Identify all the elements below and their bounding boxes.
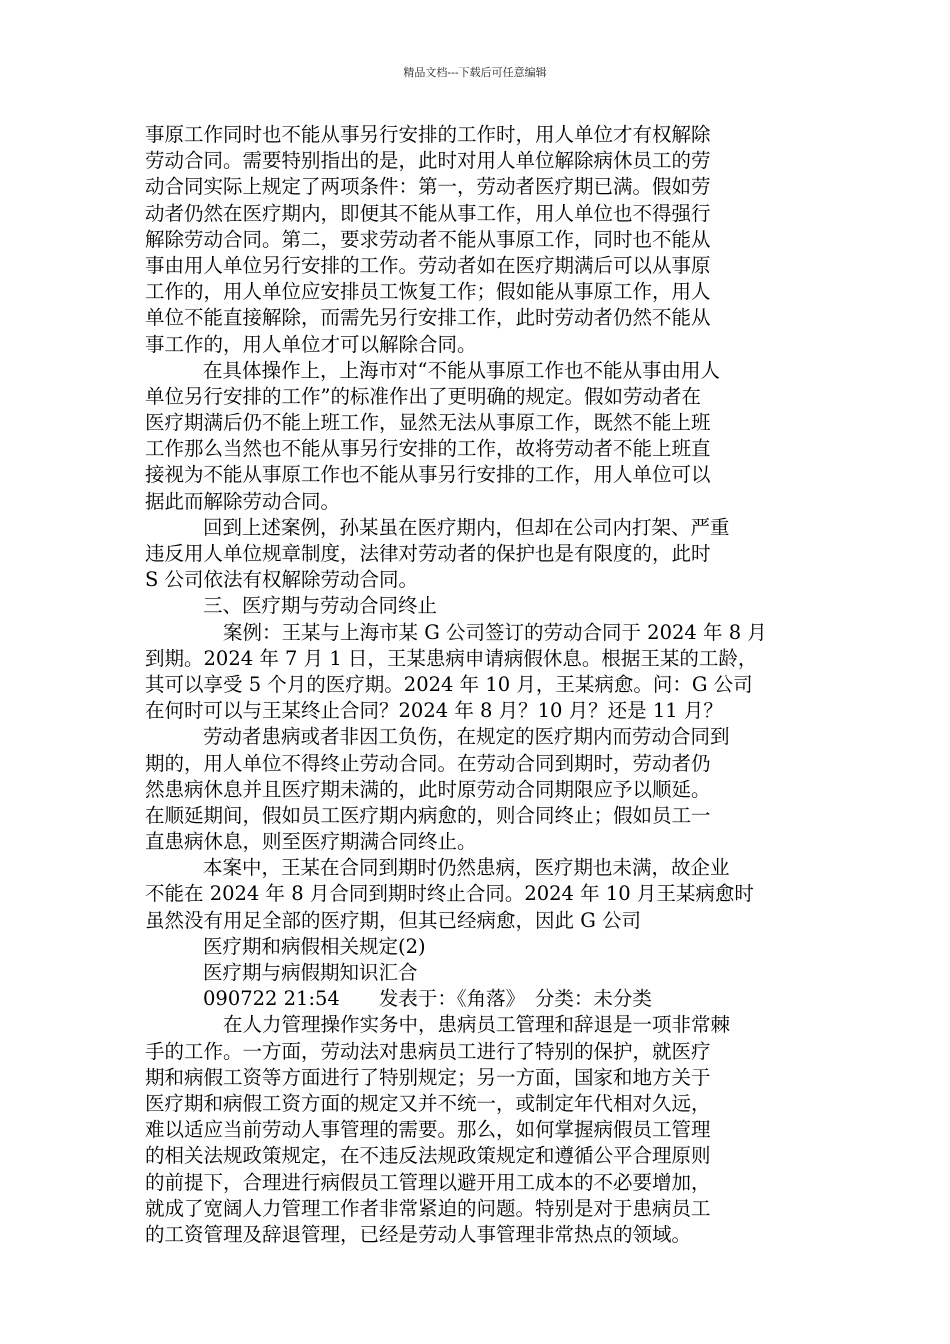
- text-line: 接视为不能从事原工作也不能从事另行安排的工作，用人单位可以: [145, 463, 711, 487]
- text-line: 就成了宽阔人力管理工作者非常紧迫的问题。特别是对于患病员工: [145, 1196, 711, 1220]
- document-body: [145, 122, 807, 1248]
- text-line: 动合同实际上规定了两项条件：第一，劳动者医疗期已满。假如劳: [145, 175, 711, 199]
- text-line: 工作的，用人单位应安排员工恢复工作；假如能从事原工作，用人: [145, 280, 711, 304]
- text-line: 不能在 2024 年 8 月合同到期时终止合同。2024 年 10 月王某病愈时: [145, 882, 754, 906]
- text-line: 事由用人单位另行安排的工作。劳动者如在医疗期满后可以从事原: [145, 253, 711, 277]
- text-line: 在顺延期间，假如员工医疗期内病愈的，则合同终止；假如员工一: [145, 803, 711, 827]
- text-line: S 公司依法有权解除劳动合同。: [145, 568, 419, 592]
- text-line: 到期。2024 年 7 月 1 日，王某患病申请病假休息。根据王某的工龄，: [145, 646, 758, 670]
- text-line: 劳动合同。需要特别指出的是，此时对用人单位解除病休员工的劳: [145, 149, 711, 173]
- text-line: 在何时可以与王某终止合同？2024 年 8 月？10 月？还是 11 月？: [145, 699, 723, 723]
- text-line: 其可以享受 5 个月的医疗期。2024 年 10 月，王某病愈。问：G 公司: [145, 672, 753, 696]
- text-line: 本案中，王某在合同到期时仍然患病，医疗期也未满，故企业: [203, 856, 730, 880]
- text-line: 难以适应当前劳动人事管理的需要。那么，如何掌握病假员工管理: [145, 1118, 711, 1142]
- text-line: 然患病休息并且医疗期未满的，此时原劳动合同期限应予以顺延。: [145, 777, 711, 801]
- text-line: 090722 21:54 发表于：《角落》 分类：未分类: [203, 987, 652, 1011]
- text-line: 的相关法规政策规定，在不违反法规政策规定和遵循公平合理原则: [145, 1144, 711, 1168]
- text-line: 案例：王某与上海市某 G 公司签订的劳动合同于 2024 年 8 月: [223, 620, 767, 644]
- text-line: 解除劳动合同。第二，要求劳动者不能从事原工作，同时也不能从: [145, 227, 711, 251]
- text-line: 期和病假工资等方面进行了特别规定；另一方面，国家和地方关于: [145, 1065, 711, 1089]
- text-line: 工作那么当然也不能从事另行安排的工作，故将劳动者不能上班直: [145, 437, 711, 461]
- text-line: 手的工作。一方面，劳动法对患病员工进行了特别的保护，就医疗: [145, 1039, 711, 1063]
- text-line: 单位不能直接解除，而需先另行安排工作，此时劳动者仍然不能从: [145, 306, 711, 330]
- text-line: 的工资管理及辞退管理，已经是劳动人事管理非常热点的领域。: [145, 1222, 692, 1246]
- text-line: 直患病休息，则至医疗期满合同终止。: [145, 830, 477, 854]
- text-line: 据此而解除劳动合同。: [145, 489, 341, 513]
- page-header: 精品文档---下载后可任意编辑: [403, 66, 547, 79]
- text-line: 医疗期和病假相关规定(2): [203, 934, 426, 958]
- text-line: 的前提下，合理进行病假员工管理以避开用工成本的不必要增加，: [145, 1170, 711, 1194]
- text-line: 在具体操作上，上海市对“不能从事原工作也不能从事由用人: [203, 358, 720, 382]
- text-line: 虽然没有用足全部的医疗期，但其已经病愈，因此 G 公司: [145, 908, 641, 932]
- text-line: 医疗期满后仍不能上班工作，显然无法从事原工作，既然不能上班: [145, 411, 711, 435]
- text-line: 事工作的，用人单位才可以解除合同。: [145, 332, 477, 356]
- text-line: 回到上述案例，孙某虽在医疗期内，但却在公司内打架、严重: [203, 515, 730, 539]
- text-line: 医疗期和病假工资方面的规定又并不统一，或制定年代相对久远，: [145, 1091, 711, 1115]
- text-line: 在人力管理操作实务中，患病员工管理和辞退是一项非常棘: [223, 1013, 731, 1037]
- text-line: 动者仍然在医疗期内，即便其不能从事工作，用人单位也不得强行: [145, 201, 711, 225]
- text-line: 期的，用人单位不得终止劳动合同。在劳动合同到期时，劳动者仍: [145, 751, 711, 775]
- text-line: 单位另行安排的工作”的标准作出了更明确的规定。假如劳动者在: [145, 384, 701, 408]
- text-line: 违反用人单位规章制度，法律对劳动者的保护也是有限度的，此时: [145, 542, 711, 565]
- text-line: 事原工作同时也不能从事另行安排的工作时，用人单位才有权解除: [145, 123, 711, 146]
- text-line: 三、医疗期与劳动合同终止: [203, 594, 438, 618]
- text-line: 医疗期与病假期知识汇合: [203, 961, 418, 984]
- text-line: 劳动者患病或者非因工负伤，在规定的医疗期内而劳动合同到: [203, 725, 730, 749]
